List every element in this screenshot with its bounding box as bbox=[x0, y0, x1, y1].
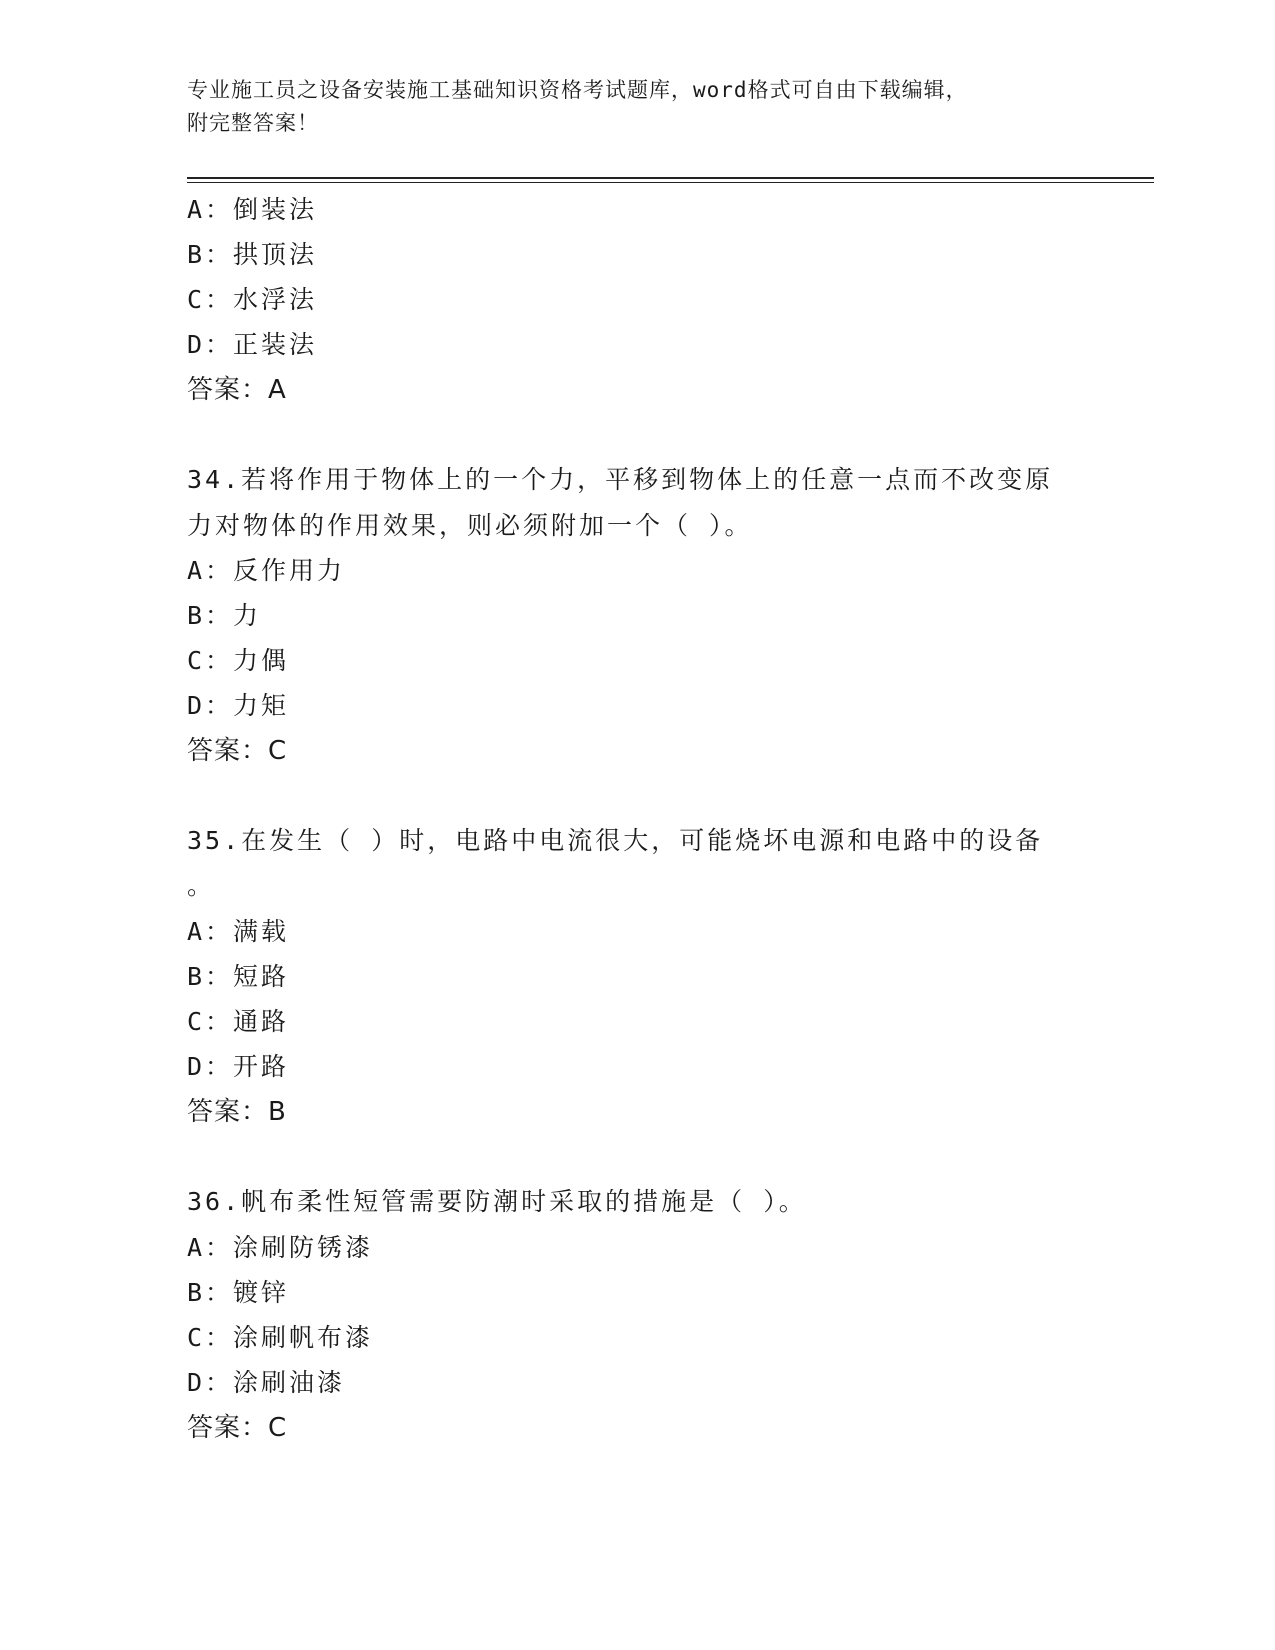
header-line-2: 附完整答案！ bbox=[187, 111, 319, 135]
q36-option-d: D：涂刷油漆 bbox=[187, 1368, 346, 1397]
q33-option-b: B：拱顶法 bbox=[187, 240, 318, 269]
q34-option-c: C：力偶 bbox=[187, 646, 290, 675]
q33-option-d: D：正装法 bbox=[187, 330, 318, 359]
header-line-1: 专业施工员之设备安装施工基础知识资格考试题库，word格式可自由下载编辑， bbox=[187, 78, 968, 102]
q36-option-c: C：涂刷帆布漆 bbox=[187, 1323, 374, 1352]
q33-answer: 答案：A bbox=[187, 375, 287, 405]
q35-option-a: A：满载 bbox=[187, 917, 290, 946]
q34-stem-line-2: 力对物体的作用效果，则必须附加一个（ ）。 bbox=[187, 511, 753, 540]
q34-option-b: B：力 bbox=[187, 601, 262, 630]
q36-stem-line-1: 36.帆布柔性短管需要防潮时采取的措施是（ ）。 bbox=[187, 1187, 807, 1216]
q35-option-b: B：短路 bbox=[187, 962, 290, 991]
q34-option-d: D：力矩 bbox=[187, 691, 290, 720]
q35-option-d: D：开路 bbox=[187, 1052, 290, 1081]
document-header bbox=[187, 74, 1087, 140]
header-divider-thin bbox=[187, 182, 1154, 183]
header-divider bbox=[187, 177, 1154, 179]
q34-stem-line-1: 34.若将作用于物体上的一个力，平移到物体上的任意一点而不改变原 bbox=[187, 465, 1054, 494]
q33-option-c: C：水浮法 bbox=[187, 285, 318, 314]
q36-option-b: B：镀锌 bbox=[187, 1278, 290, 1307]
q33-option-a: A：倒装法 bbox=[187, 195, 318, 224]
q35-stem-line-2: 。 bbox=[187, 871, 216, 900]
q34-option-a: A：反作用力 bbox=[187, 556, 346, 585]
q35-option-c: C：通路 bbox=[187, 1007, 290, 1036]
q35-answer: 答案：B bbox=[187, 1097, 287, 1127]
q34-answer: 答案：C bbox=[187, 736, 288, 766]
q35-stem-line-1: 35.在发生（ ）时，电路中电流很大，可能烧坏电源和电路中的设备 bbox=[187, 826, 1044, 855]
q36-answer: 答案：C bbox=[187, 1413, 288, 1443]
q36-option-a: A：涂刷防锈漆 bbox=[187, 1233, 374, 1262]
